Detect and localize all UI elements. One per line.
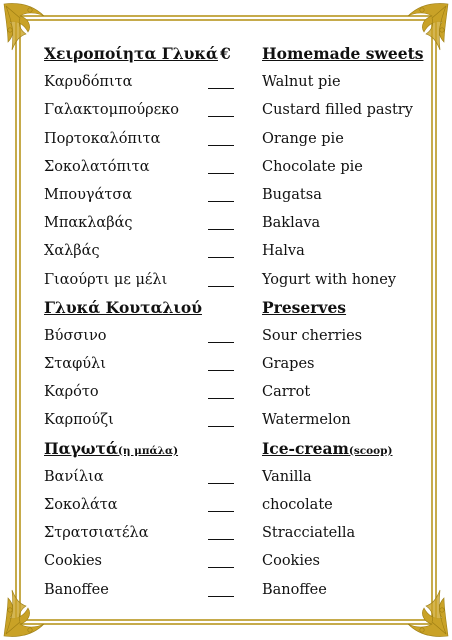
item-english-name: Bugatsa xyxy=(262,186,322,203)
header-greek-title: Χειροποίητα Γλυκά xyxy=(44,44,218,63)
section-ice-cream xyxy=(44,435,416,604)
item-greek-name: Χαλβάς xyxy=(44,243,100,260)
menu-item xyxy=(44,153,416,181)
price-blank xyxy=(208,342,234,343)
item-greek-name: Cookies xyxy=(44,553,102,570)
item-greek-name: Καρότο xyxy=(44,384,99,401)
section-preserves xyxy=(44,294,416,435)
item-english-name: Orange pie xyxy=(262,130,344,147)
item-english-name: Vanilla xyxy=(262,468,312,485)
menu-item xyxy=(44,266,416,294)
item-greek-name: Σοκολατόπιτα xyxy=(44,158,150,175)
price-blank xyxy=(208,539,234,540)
corner-ornament-top-left xyxy=(4,4,44,51)
menu-item xyxy=(44,519,416,547)
price-blank xyxy=(208,145,234,146)
section-title-greek xyxy=(44,435,178,465)
section-title-greek-text: Παγωτά xyxy=(44,438,118,458)
header-english-title: Homemade sweets xyxy=(262,44,424,63)
item-english-name: Cookies xyxy=(262,553,320,570)
item-english-name: Sour cherries xyxy=(262,327,363,344)
menu-item xyxy=(44,322,416,350)
item-greek-name: Βανίλια xyxy=(44,468,104,485)
section-homemade-sweets xyxy=(44,68,416,294)
price-blank xyxy=(208,116,234,117)
price-blank xyxy=(208,483,234,484)
section-title-english xyxy=(262,435,393,465)
price-blank xyxy=(208,229,234,230)
price-blank xyxy=(208,511,234,512)
price-blank xyxy=(208,286,234,287)
menu-item xyxy=(44,406,416,434)
item-greek-name: Γιαούρτι με μέλι xyxy=(44,271,168,288)
price-blank xyxy=(208,596,234,597)
item-english-name: Banoffee xyxy=(262,581,327,598)
price-blank xyxy=(208,257,234,258)
menu-item xyxy=(44,209,416,237)
section-header xyxy=(44,435,416,463)
price-blank xyxy=(208,201,234,202)
menu-item xyxy=(44,125,416,153)
price-blank xyxy=(208,567,234,568)
item-greek-name: Γαλακτομπούρεκο xyxy=(44,102,179,119)
menu-item xyxy=(44,576,416,604)
menu-item xyxy=(44,181,416,209)
price-blank xyxy=(208,88,234,89)
item-english-name: Halva xyxy=(262,243,305,260)
section-title-greek-suffix: (η μπάλα) xyxy=(117,444,179,457)
section-header xyxy=(44,294,416,322)
item-greek-name: Βύσσινο xyxy=(44,327,107,344)
item-english-name: Grapes xyxy=(262,356,315,373)
item-english-name: Chocolate pie xyxy=(262,158,363,175)
item-english-name: chocolate xyxy=(262,497,333,513)
price-blank xyxy=(208,370,234,371)
section-title-english: Preserves xyxy=(262,297,347,317)
menu-item xyxy=(44,378,416,406)
menu-item xyxy=(44,547,416,575)
item-greek-name: Σοκολάτα xyxy=(44,497,118,513)
price-blank xyxy=(208,173,234,174)
item-greek-name: Καρυδόπιτα xyxy=(44,74,133,91)
section-title-english-suffix: (scoop) xyxy=(348,444,393,457)
item-english-name: Custard filled pastry xyxy=(262,102,413,119)
item-greek-name: Πορτοκαλόπιτα xyxy=(44,130,161,147)
currency-symbol: € xyxy=(220,44,231,63)
item-english-name: Stracciatella xyxy=(262,525,356,542)
item-english-name: Yogurt with honey xyxy=(262,271,397,288)
menu-item xyxy=(44,96,416,124)
menu-header xyxy=(44,40,424,68)
menu-item xyxy=(44,350,416,378)
item-greek-name: Καρπούζι xyxy=(44,412,114,429)
section-title-english-text: Ice-cream xyxy=(262,438,349,458)
price-blank xyxy=(208,426,234,427)
menu-item xyxy=(44,68,416,96)
menu-item xyxy=(44,491,416,519)
item-greek-name: Σταφύλι xyxy=(44,356,106,373)
item-english-name: Carrot xyxy=(262,384,311,401)
item-english-name: Watermelon xyxy=(262,412,351,429)
section-title-greek: Γλυκά Κουταλιού xyxy=(44,297,202,317)
item-greek-name: Μπουγάτσα xyxy=(44,186,133,203)
item-greek-name: Στρατσιατέλα xyxy=(44,525,149,542)
item-greek-name: Μπακλαβάς xyxy=(44,215,133,232)
price-blank xyxy=(208,398,234,399)
corner-ornament-bottom-left xyxy=(4,590,44,637)
menu-item xyxy=(44,237,416,265)
menu-content xyxy=(44,40,424,604)
item-greek-name: Banoffee xyxy=(44,581,109,598)
item-english-name: Walnut pie xyxy=(262,74,341,91)
item-english-name: Baklava xyxy=(262,215,321,232)
menu-item xyxy=(44,463,416,491)
